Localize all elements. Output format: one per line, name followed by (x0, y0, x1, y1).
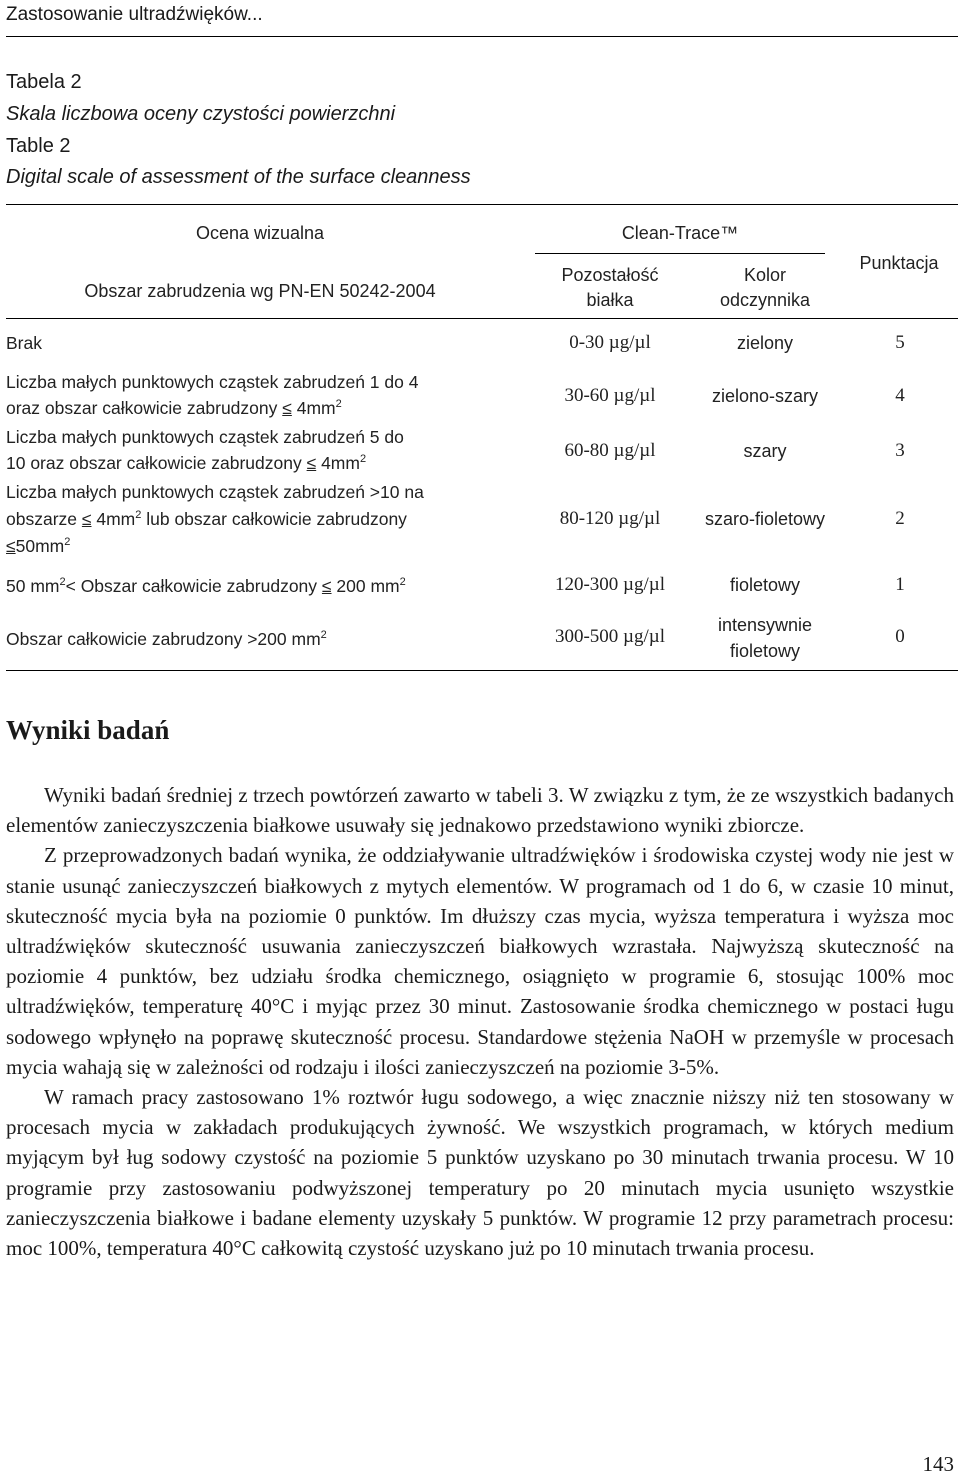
table-bottom-rule (6, 670, 958, 671)
row-2-desc-line2 (6, 395, 342, 421)
paragraph-2: Z przeprowadzonych badań wynika, że oddziaływanie ultradźwięków i środowiska czystej wody nie jest w stanie usunąć zanieczyszczeń białkowych z mytych elementów. W programach od 1 do 6, w czasie 10 minut, skuteczność mycia była na poziomie 0 punktów. Im dłuższy czas mycia, wyższa temperatura i wyższa moc ultradźwięków skuteczność usuwania zanieczyszczeń białkowych wzrastała. Najwyższą skuteczność na poziomie 4 punktów, bez udziału środka chemicznego, osiągnięto w programie 6, stosując 100% moc ultradźwięków, temperaturę 40°C i myjąc przez 30 minut. Zastosowanie środka chemicznego w postaci ługu sodowego wpłynęło na poprawę skuteczność procesu. Standardowe stężenia NaOH w przemyśle w procesach mycia wahają się w zależności od rodzaju i ilości zanieczyszczeń na poziomie 3-5%. (6, 843, 954, 1079)
row-5-desc-end: 200 mm (331, 576, 400, 596)
row-2-protein: 30-60 µg/µl (564, 385, 656, 406)
row-1-desc: Brak (6, 333, 42, 353)
row-4-desc-line1: Liczba małych punktowych cząstek zabrudzeń >10 na (6, 482, 424, 502)
row-3-desc-line1: Liczba małych punktowych cząstek zabrudzeń 5 do (6, 427, 404, 447)
row-2-color: zielono-szary (711, 386, 819, 406)
row-6-desc-text: Obszar całkowicie zabrudzony >200 mm (6, 629, 321, 649)
header-score: Punktacja (859, 253, 939, 273)
row-3-le-sign: ≤ (306, 453, 317, 473)
row-4-le-sign: ≤ (81, 509, 92, 529)
body-text (6, 780, 954, 1263)
row-3-sup: 2 (359, 453, 367, 466)
row-4-protein: 80-120 µg/µl (559, 508, 661, 529)
table-caption-en-number: Table 2 (6, 135, 71, 157)
row-1-score: 5 (895, 332, 905, 353)
row-4-score: 2 (895, 508, 905, 529)
row-4-desc-size-2: 50mm (15, 536, 65, 556)
table-top-rule (6, 204, 958, 205)
header-bottom-rule (6, 318, 958, 319)
row-5-protein: 120-300 µg/µl (554, 574, 666, 595)
section-title: Wyniki badań (6, 715, 170, 745)
row-3-desc-text: 10 oraz obszar całkowicie zabrudzony (6, 453, 302, 473)
row-2-le-sign: ≤ (282, 398, 292, 418)
page-number: 143 (922, 1452, 954, 1476)
row-5-color: fioletowy (729, 575, 801, 595)
row-5-score: 1 (895, 574, 905, 595)
row-3-color: szary (743, 441, 787, 461)
header-color-2: odczynnika (719, 290, 811, 310)
header-area: Obszar zabrudzenia wg PN-EN 50242-2004 (84, 281, 436, 301)
row-4-desc-line2 (6, 506, 407, 532)
row-4-sup-2: 2 (64, 536, 71, 549)
running-head: Zastosowanie ultradźwięków... (6, 4, 263, 25)
row-3-score: 3 (895, 440, 905, 461)
row-4-desc-text: obszarze (6, 509, 78, 529)
row-6-score: 0 (895, 626, 905, 647)
header-visual: Ocena wizualna (195, 223, 325, 243)
table-caption-en-title: Digital scale of assessment of the surface cleanness (6, 166, 471, 188)
row-4-color: szaro-fioletowy (704, 509, 826, 529)
paragraph-3: W ramach pracy zastosowano 1% roztwór ługu sodowego, a więc znacznie niższy niż ten stosowany w procesach mycia w zakładach produkujących żywność. We wszystkich programach, w których medium myjącym był ług sodowy czystość na poziomie 5 punktów uzyskano po 30 minutach trwania procesu. W 10 programie przy zastosowaniu podwyższonej temperatury po 20 minutach mycia usunięto wszystkie zanieczyszczenia białkowe i badane elementy uzyskały 5 punktów. W programie 12 przy parametrach procesu: moc 100%, temperatura 40°C całkowitą czystość uzyskano już po 10 minutach trwania procesu. (6, 1085, 954, 1261)
row-6-sup: 2 (320, 629, 327, 642)
header-protein-1: Pozostałość (561, 265, 659, 285)
row-2-desc-size: 4mm (291, 398, 336, 418)
row-3-desc-line2 (6, 450, 366, 476)
table-caption-pl-number: Tabela 2 (6, 71, 82, 93)
row-5-desc-mid: < Obszar całkowicie zabrudzony (65, 576, 318, 596)
row-2-score: 4 (895, 385, 905, 406)
row-4-desc-line3 (6, 533, 70, 559)
header-rule (6, 36, 958, 37)
header-subrule (535, 253, 825, 254)
row-5-desc-start: 50 mm (6, 576, 60, 596)
row-1-color: zielony (736, 333, 794, 353)
row-2-desc-text: oraz obszar całkowicie zabrudzony (6, 398, 278, 418)
row-4-le-sign-2: ≤ (6, 536, 16, 556)
row-5-desc (6, 573, 406, 599)
row-5-sup: 2 (59, 576, 66, 589)
row-6-desc (6, 626, 327, 652)
row-3-desc-size: 4mm (316, 453, 360, 473)
row-6-protein: 300-500 µg/µl (554, 626, 666, 647)
row-5-sup-2: 2 (399, 576, 406, 589)
row-2-desc-line1: Liczba małych punktowych cząstek zabrudzeń 1 do 4 (6, 372, 419, 392)
row-5-le-sign: ≤ (321, 576, 332, 596)
row-4-desc-text-2: lub obszar całkowicie zabrudzony (141, 509, 407, 529)
header-color-1: Kolor (743, 265, 787, 285)
row-4-sup: 2 (135, 509, 142, 522)
header-clean-trace: Clean-Trace™ (621, 223, 739, 243)
table-caption-pl-title: Skala liczbowa oceny czystości powierzchni (6, 103, 396, 125)
row-2-sup: 2 (335, 398, 342, 411)
row-6-color-2: fioletowy (729, 641, 801, 661)
paragraph-1: Wyniki badań średniej z trzech powtórzeń zawarto w tabeli 3. W związku z tym, że ze wszystkich badanych elementów zanieczyszczenia białkowe usuwały się jednakowo przedstawiono wyniki zbiorcze. (6, 783, 954, 838)
row-6-color-1: intensywnie (717, 615, 813, 635)
header-protein-2: białka (586, 290, 634, 310)
row-3-protein: 60-80 µg/µl (564, 440, 656, 461)
row-4-desc-size: 4mm (91, 509, 136, 529)
row-1-protein: 0-30 µg/µl (569, 332, 651, 353)
